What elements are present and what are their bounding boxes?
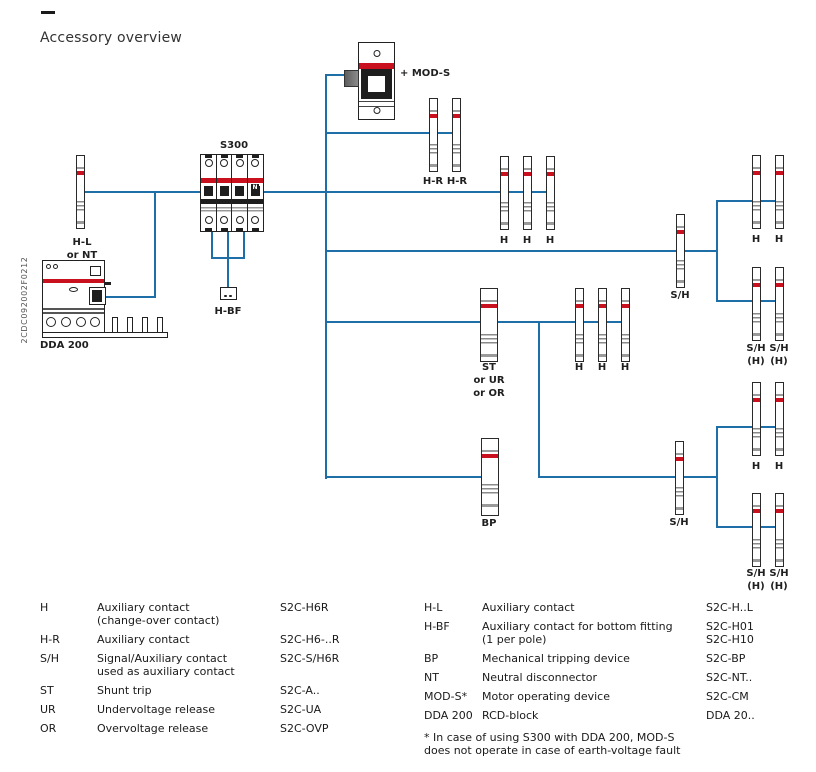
connector-right-upper-vertical (716, 200, 718, 302)
device-st-label-3: or OR (473, 388, 505, 399)
connector-right-upper-top (716, 200, 780, 202)
device-h-rl-2 (775, 382, 784, 456)
legend-row-ur (40, 703, 400, 716)
legend-desc: Signal/Auxiliary contact used as auxiliary contact (97, 652, 235, 678)
device-s-h-h-rl-2-label-2: (H) (770, 581, 788, 592)
dda200-screw-1 (46, 264, 51, 269)
legend-code: S2C-BP (706, 652, 746, 665)
legend-abbr: MOD-S* (424, 690, 468, 703)
legend-code: S2C-H..L (706, 601, 753, 614)
legend-abbr: H (40, 601, 49, 614)
device-bp-label: BP (481, 518, 497, 529)
legend-abbr: BP (424, 652, 439, 665)
legend-row-h-bf (424, 620, 796, 646)
device-s-h-lower (675, 441, 684, 515)
legend-row-h-l (424, 601, 796, 614)
device-h-low-1 (575, 288, 584, 362)
legend-abbr: UR (40, 703, 56, 716)
legend-abbr: NT (424, 671, 439, 684)
dda200-terminal-1 (46, 317, 56, 327)
device-h-mid-3-label: H (545, 235, 555, 246)
device-h-low-3 (621, 288, 630, 362)
connector-sh-lower-branch (538, 476, 717, 478)
connector-trunk (325, 74, 327, 479)
device-s-h-upper-label: S/H (670, 290, 690, 301)
dda200-window (90, 266, 101, 276)
device-dda200 (42, 260, 105, 333)
device-s300-label: S300 (219, 140, 249, 151)
dda200-terminal-4 (90, 317, 100, 327)
device-s-h-h-rl-2-label: S/H (769, 568, 789, 579)
dda200-screw-2 (53, 264, 58, 269)
device-dda200-label: DDA 200 (40, 340, 89, 351)
device-s-h-upper (676, 214, 685, 288)
device-h-r-2-label: H-R (446, 176, 468, 187)
document-code-vertical: 2CDC092002F0212 (20, 256, 29, 344)
legend-code: S2C-A.. (280, 684, 320, 697)
legend-code: S2C-H6R (280, 601, 329, 614)
legend-row-s-h (40, 652, 400, 678)
device-h-l-label: H-L (72, 237, 92, 248)
legend-desc: Shunt trip (97, 684, 152, 697)
connector-right-lower-bottom (716, 526, 780, 528)
device-h-low-2-label: H (597, 362, 607, 373)
legend-desc: Mechanical tripping device (482, 652, 630, 665)
legend-footnote: * In case of using S300 with DDA 200, MOD-S does not operate in case of earth-voltage fault (424, 731, 681, 757)
connector-right-lower-top (716, 426, 780, 428)
device-st-label: ST (481, 362, 497, 373)
device-h-mid-2-label: H (522, 235, 532, 246)
device-s-h-h-ru-2-label: S/H (769, 343, 789, 354)
device-h-bf (220, 287, 237, 300)
dda200-terminal-3 (76, 317, 86, 327)
device-h-mid-2 (523, 156, 532, 230)
connector-right-upper-bottom (716, 300, 780, 302)
dda200-red-band (43, 279, 104, 283)
legend-row-h (40, 601, 400, 627)
legend-row-or (40, 722, 400, 735)
dda200-busbar-pin-3 (142, 317, 148, 333)
s300-pole-3 (231, 154, 248, 232)
device-s-h-h-ru-1-label-2: (H) (747, 356, 765, 367)
legend-abbr: ST (40, 684, 54, 697)
device-s300 (200, 154, 264, 232)
s300-n-label: N (252, 184, 258, 191)
s300-pole-1 (200, 154, 217, 232)
dda200-baseplate (42, 332, 168, 338)
mod-s-knob (344, 70, 359, 87)
legend-desc: RCD-block (482, 709, 539, 722)
device-h-ru-2 (775, 155, 784, 229)
title-dash (41, 11, 55, 14)
legend-code: S2C-OVP (280, 722, 329, 735)
device-h-ru-2-label: H (774, 234, 784, 245)
legend-row-nt (424, 671, 796, 684)
legend-row-bp (424, 652, 796, 665)
device-h-mid-1-label: H (499, 235, 509, 246)
legend-abbr: S/H (40, 652, 59, 665)
device-s-h-lower-label: S/H (669, 517, 689, 528)
legend-row-dda200 (424, 709, 796, 722)
legend-abbr: OR (40, 722, 57, 735)
legend-code: S2C-S/H6R (280, 652, 340, 665)
legend-desc: Overvoltage release (97, 722, 209, 735)
legend-abbr: H-BF (424, 620, 450, 633)
connector-dda-horizontal (104, 296, 156, 298)
device-h-rl-1-label: H (751, 461, 761, 472)
device-h-low-1-label: H (574, 362, 584, 373)
connector-s300-stub-2 (227, 232, 229, 288)
legend-desc: Auxiliary contact (97, 633, 190, 646)
device-h-mid-1 (500, 156, 509, 230)
device-h-rl-1 (752, 382, 761, 456)
device-s-h-h-rl-1-label: S/H (746, 568, 766, 579)
device-h-r-2 (452, 98, 461, 172)
connector-right-lower-vertical (716, 426, 718, 528)
legend-code: S2C-NT.. (706, 671, 753, 684)
legend-code: DDA 20.. (706, 709, 755, 722)
legend-abbr: DDA 200 (424, 709, 473, 722)
device-h-rl-2-label: H (774, 461, 784, 472)
connector-sh-upper-branch (325, 250, 717, 252)
device-st-ur-or (480, 288, 498, 362)
device-s-h-h-rl-1 (752, 493, 761, 567)
device-s-h-h-ru-2 (775, 267, 784, 341)
connector-mods-branch (325, 74, 345, 76)
legend-code: S2C-H01 S2C-H10 (706, 620, 754, 646)
legend-row-mod-s (424, 690, 796, 703)
legend-desc: Motor operating device (482, 690, 610, 703)
device-h-low-3-label: H (620, 362, 630, 373)
connector-bp-branch (325, 476, 485, 478)
device-h-r-1 (429, 98, 438, 172)
dda200-busbar-pin-4 (157, 317, 163, 333)
device-s-h-h-ru-1-label: S/H (746, 343, 766, 354)
device-h-l (76, 155, 85, 229)
legend-row-st (40, 684, 400, 697)
dda200-terminal-2 (61, 317, 71, 327)
connector-mid-drop (538, 322, 540, 478)
device-st-label-2: or UR (473, 375, 505, 386)
page-title: Accessory overview (40, 30, 183, 46)
dda200-busbar-pin-2 (127, 317, 133, 333)
legend-row-h-r (40, 633, 400, 646)
device-bp (481, 438, 499, 516)
device-h-r-1-label: H-R (422, 176, 444, 187)
device-h-low-2 (598, 288, 607, 362)
legend-code: S2C-H6-..R (280, 633, 340, 646)
connector-s300-bracket (211, 257, 245, 259)
connector-dda-vertical (154, 192, 156, 298)
device-h-ru-1 (752, 155, 761, 229)
legend-desc: Neutral disconnector (482, 671, 597, 684)
legend-code: S2C-UA (280, 703, 322, 716)
device-s-h-h-ru-1 (752, 267, 761, 341)
connector-s300-stub-3 (243, 232, 245, 259)
device-s-h-h-ru-2-label-2: (H) (770, 356, 788, 367)
device-mod-s (358, 42, 395, 120)
legend-desc: Auxiliary contact (change-over contact) (97, 601, 220, 627)
device-s-h-h-rl-2 (775, 493, 784, 567)
dda200-busbar-pin-1 (112, 317, 118, 333)
s300-pole-n (247, 154, 264, 232)
dda200-test-button (69, 287, 78, 292)
legend-abbr: H-L (424, 601, 443, 614)
device-mod-s-label: + MOD-S (400, 68, 451, 79)
s300-pole-2 (216, 154, 233, 232)
device-s-h-h-rl-1-label-2: (H) (747, 581, 765, 592)
device-h-ru-1-label: H (751, 234, 761, 245)
legend-desc: Auxiliary contact for bottom fitting (1 per pole) (482, 620, 673, 646)
legend-left (40, 601, 400, 741)
legend-desc: Auxiliary contact (482, 601, 575, 614)
dda200-toggle (89, 287, 106, 305)
legend-abbr: H-R (40, 633, 60, 646)
dda200-side-pin (104, 282, 111, 285)
connector-s300-stub-1 (211, 232, 213, 259)
device-h-bf-label: H-BF (214, 306, 242, 317)
legend-desc: Undervoltage release (97, 703, 216, 716)
device-h-l-label-2: or NT (66, 250, 98, 261)
legend-right (424, 601, 796, 757)
device-h-mid-3 (546, 156, 555, 230)
legend-code: S2C-CM (706, 690, 749, 703)
